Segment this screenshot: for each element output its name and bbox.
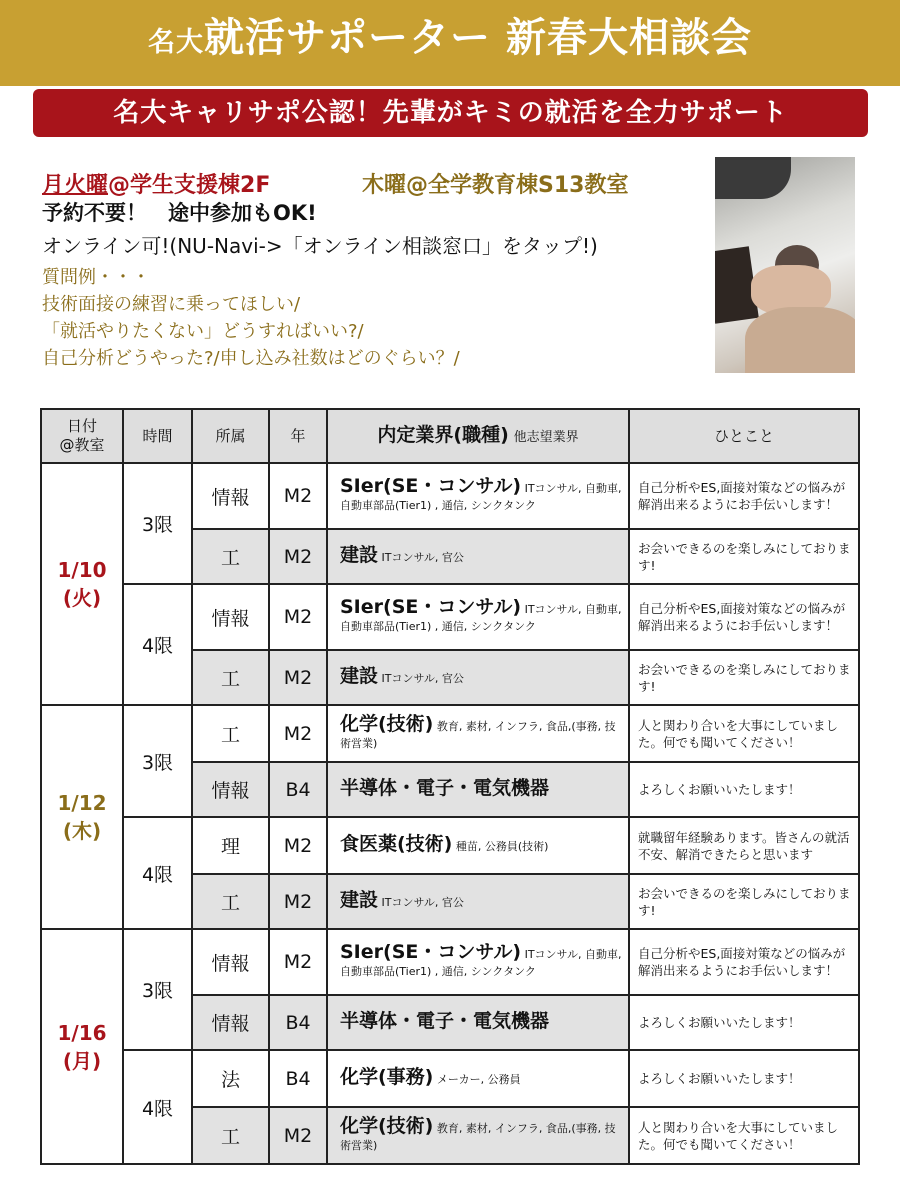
comment-cell: 人と関わり合いを大事にしていました。何でも聞いてください！ [629, 1107, 859, 1164]
date-cell: 1/10 (火) [41, 463, 123, 705]
comment-cell: よろしくお願いいたします！ [629, 762, 859, 817]
location-weekdays [42, 168, 270, 199]
year-cell: M2 [269, 929, 327, 995]
header-comment: ひとこと [629, 409, 859, 463]
date-cell: 1/16 (月) [41, 929, 123, 1164]
header-date: 日付 @教室 [41, 409, 123, 463]
comment-cell: お会いできるのを楽しみにしております! [629, 650, 859, 705]
industry-cell: 半導体・電子・電気機器 [327, 762, 629, 817]
industry-cell: SIer(SE・コンサル) ITコンサル, 自動車, 自動車部品(Tier1) , 通信, シンクタンク [327, 463, 629, 529]
year-cell: M2 [269, 650, 327, 705]
questions-label: 質問例・・・ [42, 267, 150, 288]
year-cell: M2 [269, 817, 327, 874]
dept-cell: 情報 [192, 463, 269, 529]
photo-sleeve [715, 157, 791, 199]
year-cell: M2 [269, 874, 327, 929]
year-cell: M2 [269, 463, 327, 529]
industry-cell: 食医薬(技術) 種苗, 公務員(技術) [327, 817, 629, 874]
year-cell: M2 [269, 1107, 327, 1164]
period-cell: 3限 [123, 929, 192, 1050]
question-example: 自己分析どうやった?/申し込み社数はどのぐらい？/ [42, 348, 460, 369]
comment-cell: 自己分析やES,面接対策などの悩みが解消出来るようにお手伝いします！ [629, 463, 859, 529]
industry-cell: 化学(技術) 教育, 素材, インフラ, 食品,(事務, 技術営業) [327, 1107, 629, 1164]
industry-cell: 建設 ITコンサル, 官公 [327, 529, 629, 584]
comment-cell: よろしくお願いいたします！ [629, 1050, 859, 1107]
table-row [41, 463, 859, 529]
header-dept: 所属 [192, 409, 269, 463]
dept-cell: 情報 [192, 929, 269, 995]
location-place: @学生支援棟2F [108, 173, 271, 198]
comment-cell: お会いできるのを楽しみにしております! [629, 874, 859, 929]
industry-cell: 化学(技術) 教育, 素材, インフラ, 食品,(事務, 技術営業) [327, 705, 629, 762]
comment-cell: お会いできるのを楽しみにしております! [629, 529, 859, 584]
schedule-table [40, 408, 860, 1165]
dept-cell: 理 [192, 817, 269, 874]
industry-cell: 化学(事務) メーカー, 公務員 [327, 1050, 629, 1107]
period-cell: 4限 [123, 817, 192, 929]
comment-cell: 就職留年経験あります。皆さんの就活不安、解消できたらと思います [629, 817, 859, 874]
header-industry: 内定業界(職種) 他志望業界 [327, 409, 629, 463]
year-cell: B4 [269, 762, 327, 817]
consultation-photo [715, 157, 855, 373]
question-example: 「就活やりたくない」どうすればいい?/ [42, 321, 364, 342]
dept-cell: 工 [192, 1107, 269, 1164]
dept-cell: 工 [192, 650, 269, 705]
table-row [41, 1050, 859, 1107]
title-main: 就活サポーター 新春大相談会 [204, 15, 752, 61]
industry-cell: 建設 ITコンサル, 官公 [327, 874, 629, 929]
year-cell: M2 [269, 584, 327, 650]
title-prefix: 名大 [148, 27, 205, 58]
page-title [0, 8, 900, 73]
question-example: 技術面接の練習に乗ってほしい/ [42, 294, 301, 315]
period-cell: 3限 [123, 705, 192, 817]
location-days: 月火曜 [42, 173, 109, 198]
industry-cell: SIer(SE・コンサル) ITコンサル, 自動車, 自動車部品(Tier1) , 通信, シンクタンク [327, 929, 629, 995]
dept-cell: 情報 [192, 762, 269, 817]
period-cell: 4限 [123, 1050, 192, 1164]
dept-cell: 情報 [192, 995, 269, 1050]
industry-cell: SIer(SE・コンサル) ITコンサル, 自動車, 自動車部品(Tier1) , 通信, シンクタンク [327, 584, 629, 650]
period-cell: 3限 [123, 463, 192, 584]
online-note: オンライン可!(NU-Navi->「オンライン相談窓口」をタップ!) [42, 234, 598, 258]
dept-cell: 工 [192, 529, 269, 584]
year-cell: B4 [269, 1050, 327, 1107]
header-year: 年 [269, 409, 327, 463]
no-reservation-note: 予約不要！ 途中参加もOK! [42, 201, 317, 225]
dept-cell: 工 [192, 705, 269, 762]
year-cell: M2 [269, 705, 327, 762]
table-header-row [41, 409, 859, 463]
photo-arm [745, 307, 855, 373]
industry-cell: 建設 ITコンサル, 官公 [327, 650, 629, 705]
date-cell: 1/12 (木) [41, 705, 123, 929]
location-thursday: 木曜@全学教育棟S13教室 [362, 173, 629, 198]
header-time: 時間 [123, 409, 192, 463]
comment-cell: 自己分析やES,面接対策などの悩みが解消出来るようにお手伝いします！ [629, 584, 859, 650]
year-cell: M2 [269, 529, 327, 584]
dept-cell: 工 [192, 874, 269, 929]
comment-cell: 自己分析やES,面接対策などの悩みが解消出来るようにお手伝いします！ [629, 929, 859, 995]
dept-cell: 情報 [192, 584, 269, 650]
comment-cell: よろしくお願いいたします！ [629, 995, 859, 1050]
dept-cell: 法 [192, 1050, 269, 1107]
table-row [41, 929, 859, 995]
table-row [41, 705, 859, 762]
year-cell: B4 [269, 995, 327, 1050]
comment-cell: 人と関わり合いを大事にしていました。何でも聞いてください！ [629, 705, 859, 762]
industry-cell: 半導体・電子・電気機器 [327, 995, 629, 1050]
subtitle-banner: 名大キャリサポ公認！先輩がキミの就活を全力サポート [33, 89, 868, 137]
period-cell: 4限 [123, 584, 192, 705]
table-row [41, 817, 859, 874]
table-row [41, 584, 859, 650]
